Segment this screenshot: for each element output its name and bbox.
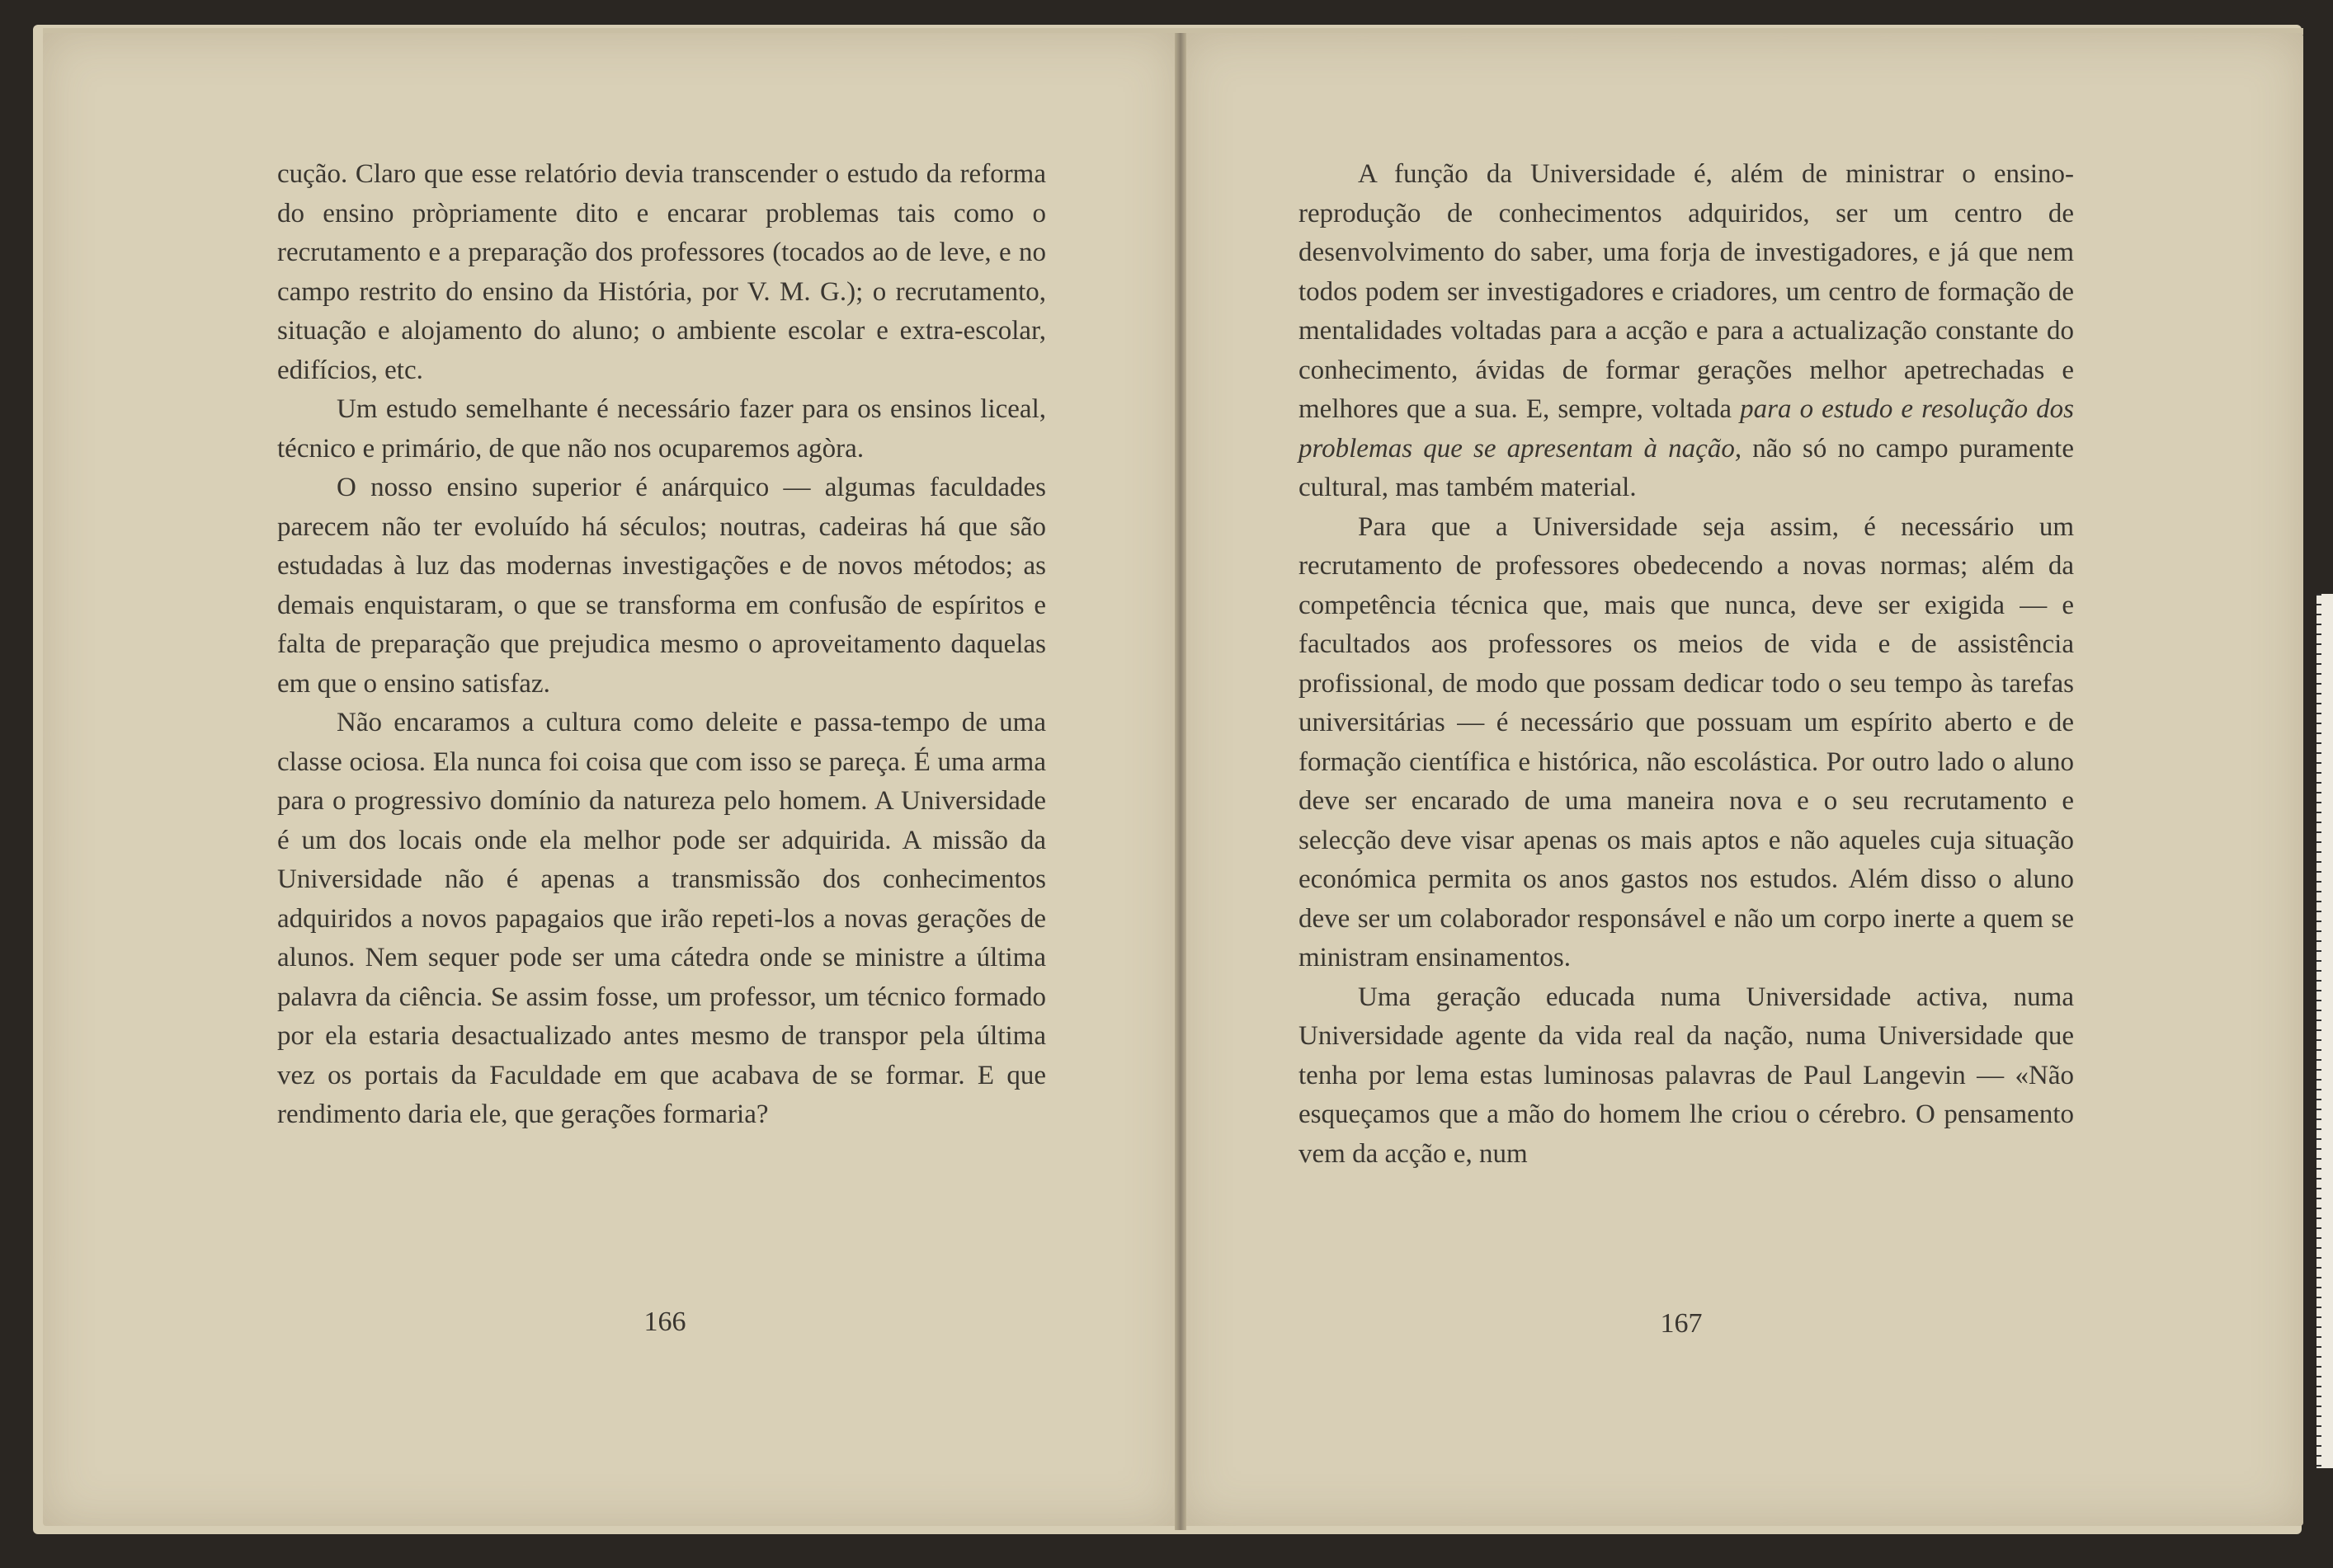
left-paragraph-3: O nosso ensino superior é anárquico — algumas faculdades parecem não ter evoluído há séculos; noutras, cadeiras há que são estudadas à luz das modernas investigações e de novos métodos; as demais enquistaram, o que se transforma em confusão de espíritos e falta de preparação que prejudica mesmo o aproveitamento daquelas em que o ensino satisfaz. [277,473,1046,699]
scale-ruler [2317,594,2333,1468]
left-page-number: 166 [643,1307,686,1337]
right-paragraph-2: Para que a Universidade seja assim, é necessário um recrutamento de professores obedecendo a novas normas; além da competência técnica que, mais que nunca, deve ser exigida — e facultados aos professores os meios de vida e de assistência profissional, de modo que possam dedicar todo o seu tempo às tarefas universitárias — é necessário que possuam um espírito aberto e de formação científica e histórica, não escolástica. Por outro lado o aluno deve ser encarado de uma maneira nova e o seu recrutamento e selecção deve visar apenas os mais aptos e não aqueles cuja situação económica permita os anos gastos nos estudos. Além disso o aluno deve ser um colaborador responsável e não um corpo inerte a quem se ministram ensinamentos. [1298,511,2074,972]
left-paragraph-1: cução. Claro que esse relatório devia transcender o estudo da reforma do ensino pròpriamente dito e encarar problemas tais como o recrutamento e a preparação dos professores (tocados ao de leve, e no campo restrito do ensino da História, por V. M. G.); o recrutamento, situação e alojamento do aluno; o ambiente escolar e extra-escolar, edifícios, etc. [277,159,1046,385]
right-paragraph-1-end: não só no campo puramente cultural, mas também material. [1298,433,2074,502]
right-paragraph-1 [1298,155,2074,508]
left-paragraph-4: Não encaramos a cultura como deleite e passa-tempo de uma classe ociosa. Ela nunca foi coisa que com isso se pareça. É uma arma para o progressivo domínio da natureza pelo homem. A Universidade é um dos locais onde ela melhor pode ser adquirida. A missão da Universidade não é apenas a transmissão dos conhecimentos adquiridos a novos papagaios que irão repeti-los a novas gerações de alunos. Nem sequer pode ser uma cátedra onde se ministre a última palavra da ciência. Se assim fosse, um professor, um técnico formado por ela estaria desactualizado antes mesmo de transpor pela última vez os portais da Faculdade em que acabava de se formar. E que rendimento daria ele, que gerações formaria? [277,708,1046,1129]
right-paragraph-3: Uma geração educada numa Universidade activa, numa Universidade agente da vida real da nação, numa Universidade que tenha por lema estas luminosas palavras de Paul Langevin — «Não esqueçamos que a mão do homem lhe criou o cérebro. O pensamento vem da acção e, num [1298,982,2074,1169]
right-page-number: 167 [1660,1308,1703,1339]
book-gutter [1175,33,1186,1530]
right-page-text [1298,155,2074,1174]
left-page-text [277,155,1046,1135]
left-paragraph-2: Um estudo semelhante é necessário fazer para os ensinos liceal, técnico e primário, de que não nos ocuparemos agòra. [277,394,1046,464]
right-paragraph-1-start: A função da Universidade é, além de ministrar o ensino-reprodução de conhecimentos adquiridos, ser um centro de desenvolvimento do saber, uma forja de investigadores, e já que nem todos podem ser investigadores e criadores, um centro de formação de mentalidades voltadas para a acção e para a actualização constante do conhecimento, ávidas de formar gerações melhor apetrechadas e melhores que a sua. E, sempre, voltada [1298,159,2074,424]
right-paragraph-1-italic: para o estudo e resolução dos problemas que se apresentam à nação, [1298,394,2075,464]
